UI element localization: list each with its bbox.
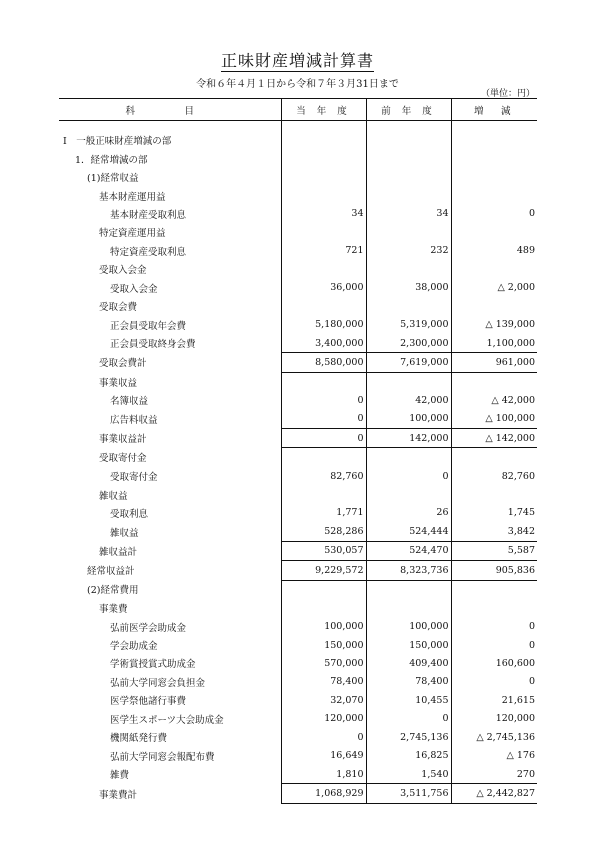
change-cell: 905,836 (451, 561, 537, 580)
account-cell: 受取寄付金 (110, 472, 158, 484)
prior-year-cell: 0 (366, 467, 451, 485)
prior-year-cell: 3,511,756 (366, 784, 451, 803)
account-cell: 雑収益 (99, 490, 128, 502)
table-row (59, 467, 537, 485)
table-row (59, 728, 537, 746)
table-row (59, 205, 537, 223)
fiscal-period: 令和６年４月１日から令和７年３月31日まで (196, 79, 399, 90)
prior-year-cell: 8,323,736 (366, 561, 451, 580)
prior-year-cell (366, 372, 451, 391)
total-row (59, 353, 537, 372)
current-year-cell: 36,000 (281, 279, 366, 297)
table-row (59, 131, 537, 149)
table-row (59, 504, 537, 522)
table-row (59, 279, 537, 297)
current-year-cell (281, 580, 366, 599)
change-cell: △ 176 (451, 746, 537, 764)
change-cell: 0 (451, 636, 537, 654)
account-cell: 事業収益 (99, 377, 138, 389)
current-year-cell: 3,400,000 (281, 334, 366, 353)
prior-year-cell (366, 260, 451, 278)
total-row (59, 561, 537, 580)
change-cell (451, 260, 537, 278)
change-cell: △ 42,000 (451, 391, 537, 409)
current-year-cell (281, 131, 366, 149)
header-current-year: 当 年 度 (281, 99, 366, 121)
statement-table (59, 98, 537, 804)
change-cell: △ 100,000 (451, 410, 537, 429)
prior-year-cell (366, 599, 451, 617)
current-year-cell: 8,580,000 (281, 353, 366, 372)
table-row (59, 223, 537, 241)
change-cell: 21,615 (451, 691, 537, 709)
account-cell: 受取入会金 (99, 265, 147, 277)
current-year-cell: 0 (281, 391, 366, 409)
prior-year-cell: 100,000 (366, 617, 451, 635)
change-cell (451, 131, 537, 149)
table-row (59, 242, 537, 260)
current-year-cell: 528,286 (281, 522, 366, 541)
spacer-row (59, 121, 537, 132)
change-cell: △ 139,000 (451, 315, 537, 333)
current-year-cell (281, 599, 366, 617)
table-row (59, 617, 537, 635)
table-row (59, 599, 537, 617)
table-row (59, 168, 537, 186)
account-cell: 事業費 (99, 604, 128, 616)
account-cell: 経常収益計 (87, 566, 135, 578)
prior-year-cell: 409,400 (366, 654, 451, 672)
account-cell: 医学祭他諸行事費 (110, 696, 187, 708)
current-year-cell: 120,000 (281, 710, 366, 728)
prior-year-cell: 100,000 (366, 410, 451, 429)
table-row (59, 410, 537, 429)
current-year-cell: 100,000 (281, 617, 366, 635)
prior-year-cell: 16,825 (366, 746, 451, 764)
change-cell: 160,600 (451, 654, 537, 672)
account-cell: 広告料収益 (110, 415, 158, 427)
current-year-cell (281, 149, 366, 167)
prior-year-cell (366, 131, 451, 149)
prior-year-cell: 2,745,136 (366, 728, 451, 746)
prior-year-cell: 10,455 (366, 691, 451, 709)
table-row (59, 149, 537, 167)
account-cell: 正会員受取終身会費 (110, 339, 196, 351)
prior-year-cell: 232 (366, 242, 451, 260)
account-cell: 名簿収益 (110, 396, 149, 408)
account-cell: 雑費 (110, 770, 130, 782)
current-year-cell (281, 260, 366, 278)
account-cell: 雑収益計 (99, 546, 138, 558)
table-row (59, 315, 537, 333)
current-year-cell: 721 (281, 242, 366, 260)
prior-year-cell (366, 168, 451, 186)
prior-year-cell (366, 297, 451, 315)
current-year-cell (281, 372, 366, 391)
prior-year-cell: 7,619,000 (366, 353, 451, 372)
change-cell (451, 168, 537, 186)
account-cell: 基本財産運用益 (99, 191, 166, 203)
table-row (59, 448, 537, 467)
change-cell (451, 448, 537, 467)
change-cell: 1,745 (451, 504, 537, 522)
current-year-cell: 0 (281, 410, 366, 429)
change-cell: 270 (451, 765, 537, 784)
account-cell: 特定資産受取利息 (110, 246, 187, 258)
table-row (59, 746, 537, 764)
change-cell: △ 142,000 (451, 429, 537, 448)
change-cell: 0 (451, 205, 537, 223)
change-cell (451, 149, 537, 167)
account-cell: 受取利息 (110, 508, 149, 520)
current-year-cell: 32,070 (281, 691, 366, 709)
account-cell: 受取寄付金 (99, 453, 147, 465)
prior-year-cell: 5,319,000 (366, 315, 451, 333)
current-year-cell: 570,000 (281, 654, 366, 672)
prior-year-cell: 1,540 (366, 765, 451, 784)
table-row (59, 297, 537, 315)
account-cell: 正会員受取年会費 (110, 320, 187, 332)
total-row (59, 784, 537, 803)
prior-year-cell: 42,000 (366, 391, 451, 409)
current-year-cell (281, 186, 366, 204)
change-cell (451, 372, 537, 391)
change-cell (451, 599, 537, 617)
prior-year-cell (366, 448, 451, 467)
account-cell: (2)経常費用 (87, 585, 139, 597)
prior-year-cell: 38,000 (366, 279, 451, 297)
change-cell: 1,100,000 (451, 334, 537, 353)
change-cell: 5,587 (451, 541, 537, 560)
account-cell: I 一般正味財産増減の部 (63, 136, 172, 148)
prior-year-cell: 2,300,000 (366, 334, 451, 353)
table-row (59, 260, 537, 278)
change-cell (451, 186, 537, 204)
total-row (59, 429, 537, 448)
prior-year-cell: 524,470 (366, 541, 451, 560)
change-cell: 0 (451, 673, 537, 691)
table-row (59, 372, 537, 391)
current-year-cell: 150,000 (281, 636, 366, 654)
table-row (59, 710, 537, 728)
table-row (59, 580, 537, 599)
prior-year-cell (366, 580, 451, 599)
table-header-row (59, 99, 537, 121)
change-cell: 0 (451, 617, 537, 635)
current-year-cell (281, 223, 366, 241)
current-year-cell: 0 (281, 728, 366, 746)
change-cell: △ 2,442,827 (451, 784, 537, 803)
change-cell (451, 297, 537, 315)
prior-year-cell (366, 186, 451, 204)
document-title: 正味財産増減計算書 (220, 51, 374, 70)
change-cell (451, 485, 537, 503)
account-cell: 雑収益 (110, 527, 139, 539)
current-year-cell: 1,771 (281, 504, 366, 522)
current-year-cell: 34 (281, 205, 366, 223)
account-cell: 弘前医学会助成金 (110, 622, 187, 634)
account-cell: (1)経常収益 (87, 173, 139, 185)
account-cell: 1．経常増減の部 (75, 154, 148, 166)
current-year-cell: 0 (281, 429, 366, 448)
table-row (59, 654, 537, 672)
change-cell: △ 2,000 (451, 279, 537, 297)
prior-year-cell: 26 (366, 504, 451, 522)
table-row (59, 391, 537, 409)
header-account: 科 目 (59, 99, 281, 121)
prior-year-cell (366, 223, 451, 241)
current-year-cell (281, 168, 366, 186)
account-cell: 事業費計 (99, 789, 138, 801)
prior-year-cell: 0 (366, 710, 451, 728)
prior-year-cell: 150,000 (366, 636, 451, 654)
total-row (59, 541, 537, 560)
change-cell: 120,000 (451, 710, 537, 728)
current-year-cell: 530,057 (281, 541, 366, 560)
account-cell: 機関紙発行費 (110, 733, 168, 745)
current-year-cell: 78,400 (281, 673, 366, 691)
table-row (59, 334, 537, 353)
header-prior-year: 前 年 度 (366, 99, 451, 121)
header-change: 増 減 (451, 99, 537, 121)
current-year-cell: 82,760 (281, 467, 366, 485)
table-row (59, 673, 537, 691)
current-year-cell: 16,649 (281, 746, 366, 764)
table-body (59, 121, 537, 804)
current-year-cell: 1,810 (281, 765, 366, 784)
prior-year-cell: 78,400 (366, 673, 451, 691)
change-cell: 961,000 (451, 353, 537, 372)
account-cell: 弘前大学同窓会負担金 (110, 677, 206, 689)
current-year-cell (281, 485, 366, 503)
current-year-cell (281, 448, 366, 467)
account-cell: 弘前大学同窓会報配布費 (110, 751, 215, 763)
prior-year-cell (366, 149, 451, 167)
account-cell: 学会助成金 (110, 641, 158, 653)
change-cell (451, 580, 537, 599)
prior-year-cell: 34 (366, 205, 451, 223)
change-cell (451, 223, 537, 241)
table-row (59, 691, 537, 709)
account-cell: 基本財産受取利息 (110, 209, 187, 221)
account-cell: 受取会費 (99, 302, 138, 314)
prior-year-cell: 524,444 (366, 522, 451, 541)
change-cell: 489 (451, 242, 537, 260)
current-year-cell: 1,068,929 (281, 784, 366, 803)
account-cell: 学術賞授賞式助成金 (110, 659, 196, 671)
change-cell: △ 2,745,136 (451, 728, 537, 746)
account-cell: 医学生スポーツ大会助成金 (110, 714, 224, 726)
current-year-cell (281, 297, 366, 315)
change-cell: 3,842 (451, 522, 537, 541)
account-cell: 受取会費計 (99, 358, 147, 370)
table-row (59, 636, 537, 654)
table-row (59, 522, 537, 541)
prior-year-cell: 142,000 (366, 429, 451, 448)
table-row (59, 765, 537, 784)
unit-label: （単位：円） (480, 89, 535, 99)
table-row (59, 186, 537, 204)
prior-year-cell (366, 485, 451, 503)
current-year-cell: 5,180,000 (281, 315, 366, 333)
table-row (59, 485, 537, 503)
account-cell: 事業収益計 (99, 434, 147, 446)
account-cell: 受取入会金 (110, 283, 158, 295)
change-cell: 82,760 (451, 467, 537, 485)
current-year-cell: 9,229,572 (281, 561, 366, 580)
account-cell: 特定資産運用益 (99, 228, 166, 240)
